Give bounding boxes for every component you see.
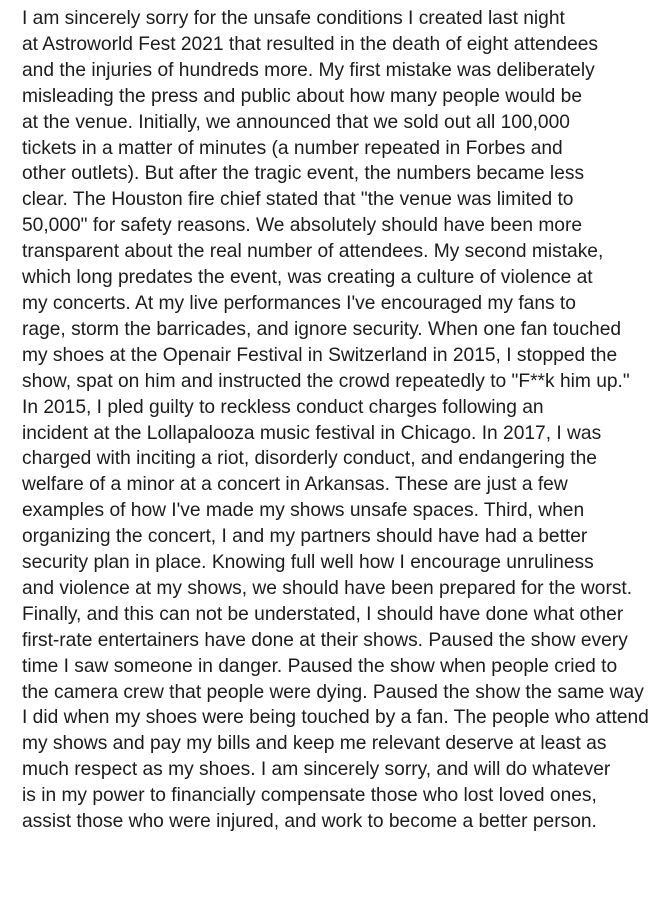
statement-line: security plan in place. Knowing full well how I encourage unruliness — [22, 552, 594, 574]
statement-line: at the venue. Initially, we announced that we sold out all 100,000 — [22, 111, 570, 133]
statement-line: first-rate entertainers have done at their shows. Paused the show every — [22, 629, 628, 651]
statement-line: welfare of a minor at a concert in Arkansas. These are just a few — [22, 474, 568, 496]
statement-line: show, spat on him and instructed the crowd repeatedly to "F**k him up." — [22, 370, 630, 392]
statement-line: my shoes at the Openair Festival in Switzerland in 2015, I stopped the — [22, 344, 618, 366]
statement-text — [22, 6, 668, 835]
statement-line: which long predates the event, was creating a culture of violence at — [22, 267, 593, 289]
statement-line: tickets in a matter of minutes (a number repeated in Forbes and — [22, 137, 563, 159]
statement-line: charged with inciting a riot, disorderly conduct, and endangering the — [22, 448, 597, 470]
statement-line: time I saw someone in danger. Paused the show when people cried to — [22, 655, 618, 677]
statement-line: my concerts. At my live performances I've encouraged my fans to — [22, 292, 576, 314]
statement-line: Finally, and this can not be understated, I should have done what other — [22, 603, 624, 625]
statement-line: assist those who were injured, and work to become a better person. — [22, 811, 597, 833]
statement-line: and violence at my shows, we should have been prepared for the worst. — [22, 577, 633, 599]
statement-line: other outlets). But after the tragic event, the numbers became less — [22, 163, 585, 185]
statement-line: misleading the press and public about how many people would be — [22, 85, 582, 107]
statement-line: rage, storm the barricades, and ignore security. When one fan touched — [22, 318, 622, 340]
statement-line: transparent about the real number of attendees. My second mistake, — [22, 241, 604, 263]
statement-line: organizing the concert, I and my partners should have had a better — [22, 526, 588, 548]
statement-line: my shows and pay my bills and keep me relevant deserve at least as — [22, 733, 607, 755]
statement-line: at Astroworld Fest 2021 that resulted in the death of eight attendees — [22, 33, 598, 55]
statement-line: the camera crew that people were dying. Paused the show the same way — [22, 681, 644, 703]
statement-line: is in my power to financially compensate those who lost loved ones, — [22, 785, 597, 807]
statement-line: much respect as my shoes. I am sincerely sorry, and will do whatever — [22, 759, 611, 781]
statement-line: examples of how I've made my shows unsafe spaces. Third, when — [22, 500, 585, 522]
statement-line: I did when my shoes were being touched by a fan. The people who attend — [22, 707, 649, 729]
statement-line: 50,000" for safety reasons. We absolutely should have been more — [22, 215, 583, 237]
statement-line: I am sincerely sorry for the unsafe conditions I created last night — [22, 8, 565, 29]
statement-line: incident at the Lollapalooza music festival in Chicago. In 2017, I was — [22, 422, 602, 444]
statement-line: In 2015, I pled guilty to reckless conduct charges following an — [22, 396, 544, 418]
statement-line: and the injuries of hundreds more. My first mistake was deliberately — [22, 59, 595, 81]
statement-line: clear. The Houston fire chief stated that "the venue was limited to — [22, 189, 574, 211]
